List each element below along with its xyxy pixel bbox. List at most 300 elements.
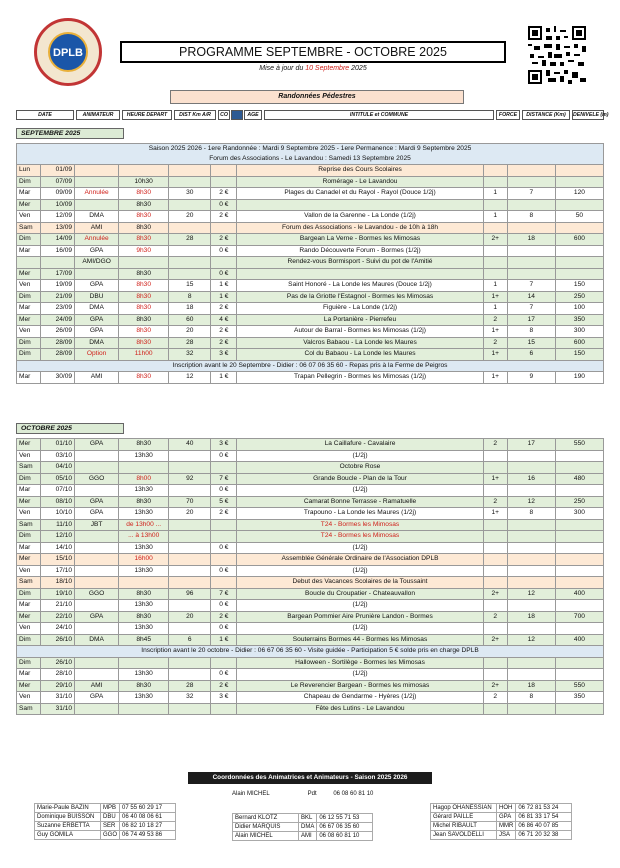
cell-force xyxy=(483,554,507,566)
cell-force: 2 xyxy=(483,439,507,451)
contact-phone: 06 67 06 35 60 xyxy=(317,823,373,832)
contact-code: AMI xyxy=(299,832,317,841)
column-headers xyxy=(16,110,609,120)
cell-intitule: Rendez-vous Bormisport - Suivi du pot de l'Amitié xyxy=(237,257,483,269)
cell-intitule: Reprise des Cours Scolaires xyxy=(237,165,483,177)
cell-contribution: 0 € xyxy=(211,485,237,497)
cell-intitule: (1/2j) xyxy=(237,669,483,681)
cell-dist: 92 xyxy=(169,473,211,485)
month-october: OCTOBRE 2025 xyxy=(16,423,124,434)
cell-contribution: 2 € xyxy=(211,326,237,338)
cell-denivele: 120 xyxy=(555,188,603,200)
cell-date: 26/10 xyxy=(41,657,75,669)
cell-intitule: Autour de Barral - Bormes les Mimosas (1/2j) xyxy=(237,326,483,338)
cell-date: 13/09 xyxy=(41,222,75,234)
cell-day: Mar xyxy=(17,600,41,612)
cell-heure: 13h30 xyxy=(119,600,169,612)
cell-contribution: 7 € xyxy=(211,588,237,600)
cell-heure xyxy=(119,462,169,474)
cell-date: 21/09 xyxy=(41,291,75,303)
cell-intitule xyxy=(237,199,483,211)
contact-code: MMR xyxy=(497,822,516,831)
cell-date xyxy=(41,257,75,269)
cell-contribution: 2 € xyxy=(211,680,237,692)
header-date: DATE xyxy=(16,110,74,120)
cell-day: Ven xyxy=(17,211,41,223)
contact-code: GPA xyxy=(497,813,516,822)
info-row xyxy=(17,646,604,658)
cell-animateur xyxy=(75,165,119,177)
cell-dist: 40 xyxy=(169,439,211,451)
cell-heure: 13h30 xyxy=(119,450,169,462)
cell-denivele xyxy=(555,165,603,177)
cell-contribution: 0 € xyxy=(211,245,237,257)
cell-denivele xyxy=(555,462,603,474)
table-row xyxy=(17,303,604,315)
cell-denivele xyxy=(555,657,603,669)
table-row xyxy=(17,349,604,361)
cell-animateur: AMI xyxy=(75,222,119,234)
cell-distance xyxy=(507,257,555,269)
cell-day: Dim xyxy=(17,337,41,349)
cell-force: 1+ xyxy=(483,508,507,520)
cell-contribution: 2 € xyxy=(211,508,237,520)
table-row xyxy=(17,211,604,223)
cell-contribution: 2 € xyxy=(211,188,237,200)
cell-date: 07/10 xyxy=(41,485,75,497)
cell-force xyxy=(483,519,507,531)
cell-heure: 8h30 xyxy=(119,291,169,303)
cell-denivele xyxy=(555,531,603,543)
table-row xyxy=(17,600,604,612)
cell-animateur: AMI xyxy=(75,680,119,692)
cell-distance xyxy=(507,565,555,577)
cell-distance: 6 xyxy=(507,349,555,361)
cell-contribution: 1 € xyxy=(211,291,237,303)
cell-dist xyxy=(169,245,211,257)
cell-animateur xyxy=(75,199,119,211)
table-row xyxy=(17,462,604,474)
cell-dist xyxy=(169,176,211,188)
cell-denivele: 480 xyxy=(555,473,603,485)
cell-date: 28/09 xyxy=(41,337,75,349)
cell-day: Sam xyxy=(17,703,41,715)
cell-heure: 13h30 xyxy=(119,669,169,681)
contact-phone: 06 12 55 71 53 xyxy=(317,814,373,823)
cell-animateur xyxy=(75,176,119,188)
cell-heure: 8h30 xyxy=(119,439,169,451)
cell-date: 28/09 xyxy=(41,349,75,361)
cell-day: Ven xyxy=(17,280,41,292)
president-phone: 06 08 60 81 10 xyxy=(333,791,374,797)
cell-animateur xyxy=(75,657,119,669)
cell-contribution: 3 € xyxy=(211,439,237,451)
cell-contribution: 2 € xyxy=(211,337,237,349)
cell-force: 2 xyxy=(483,337,507,349)
cell-date: 11/10 xyxy=(41,519,75,531)
cell-denivele: 300 xyxy=(555,508,603,520)
cell-force xyxy=(483,657,507,669)
cell-contribution: 2 € xyxy=(211,303,237,315)
update-date: 10 Septembre xyxy=(305,65,350,72)
cell-denivele xyxy=(555,565,603,577)
cell-day: Mar xyxy=(17,485,41,497)
cell-date: 21/10 xyxy=(41,600,75,612)
cell-animateur xyxy=(75,268,119,280)
cell-animateur: DMA xyxy=(75,634,119,646)
cell-contribution: 3 € xyxy=(211,349,237,361)
cell-date: 10/09 xyxy=(41,199,75,211)
cell-contribution: 3 € xyxy=(211,692,237,704)
cell-distance xyxy=(507,462,555,474)
president-code: Pdt xyxy=(307,791,317,797)
cell-distance: 18 xyxy=(507,234,555,246)
table-row xyxy=(17,291,604,303)
cell-denivele: 600 xyxy=(555,337,603,349)
cell-force xyxy=(483,245,507,257)
cell-dist xyxy=(169,519,211,531)
cell-dist xyxy=(169,531,211,543)
cell-dist xyxy=(169,600,211,612)
cell-day: Dim xyxy=(17,634,41,646)
cell-heure: 13h30 xyxy=(119,508,169,520)
table-row xyxy=(17,485,604,497)
cell-animateur xyxy=(75,577,119,589)
cell-denivele: 400 xyxy=(555,634,603,646)
president-name: Alain MICHEL xyxy=(232,791,270,797)
table-row xyxy=(17,234,604,246)
cell-animateur: Option xyxy=(75,349,119,361)
cell-distance xyxy=(507,542,555,554)
cell-day: Mer xyxy=(17,611,41,623)
cell-contribution: 1 € xyxy=(211,634,237,646)
cell-contribution: 0 € xyxy=(211,199,237,211)
cell-day: Ven xyxy=(17,508,41,520)
cell-date: 29/10 xyxy=(41,680,75,692)
cell-dist xyxy=(169,268,211,280)
cell-day: Lun xyxy=(17,165,41,177)
header-age: AGE xyxy=(244,110,262,120)
cell-intitule: (1/2j) xyxy=(237,542,483,554)
cell-dist: 20 xyxy=(169,326,211,338)
cell-heure: 13h30 xyxy=(119,542,169,554)
cell-contribution: 4 € xyxy=(211,314,237,326)
cell-animateur: GPA xyxy=(75,280,119,292)
cell-heure xyxy=(119,165,169,177)
cell-heure xyxy=(119,577,169,589)
table-row xyxy=(17,473,604,485)
cell-heure: 8h30 xyxy=(119,222,169,234)
cell-heure: 8h30 xyxy=(119,268,169,280)
cell-intitule: Rando Découverte Forum - Bormes (1/2j) xyxy=(237,245,483,257)
cell-dist xyxy=(169,703,211,715)
cell-date: 26/09 xyxy=(41,326,75,338)
cell-dist: 20 xyxy=(169,211,211,223)
cell-force: 2 xyxy=(483,692,507,704)
cell-force: 2+ xyxy=(483,634,507,646)
cell-animateur: DMA xyxy=(75,303,119,315)
cell-date: 26/10 xyxy=(41,634,75,646)
cell-distance xyxy=(507,450,555,462)
cell-intitule: (1/2j) xyxy=(237,485,483,497)
cell-denivele: 550 xyxy=(555,439,603,451)
qr-code-icon xyxy=(528,26,586,84)
cell-dist: 20 xyxy=(169,611,211,623)
cell-distance xyxy=(507,176,555,188)
cell-distance: 16 xyxy=(507,473,555,485)
contact-name: Guy GOMILA xyxy=(35,831,101,840)
cell-day: Dim xyxy=(17,588,41,600)
table-row xyxy=(17,450,604,462)
header-dist: DIST Km A/R xyxy=(174,110,216,120)
cell-distance xyxy=(507,245,555,257)
cell-denivele: 250 xyxy=(555,291,603,303)
info-text xyxy=(17,144,604,165)
cell-animateur: GPA xyxy=(75,611,119,623)
cell-dist xyxy=(169,199,211,211)
cell-intitule: Halloween - Sortilège - Bormes les Mimosas xyxy=(237,657,483,669)
table-row xyxy=(17,280,604,292)
cell-force xyxy=(483,199,507,211)
cell-distance: 12 xyxy=(507,496,555,508)
header-force: FORCE xyxy=(496,110,520,120)
cell-dist xyxy=(169,623,211,635)
header-heure: HEURE DEPART xyxy=(122,110,172,120)
info-row xyxy=(17,360,604,372)
cell-dist: 28 xyxy=(169,680,211,692)
cell-heure: 8h30 xyxy=(119,314,169,326)
cell-day: Mer xyxy=(17,496,41,508)
table-row xyxy=(17,199,604,211)
cell-date: 24/09 xyxy=(41,314,75,326)
cell-force xyxy=(483,531,507,543)
cell-distance xyxy=(507,519,555,531)
cell-force xyxy=(483,268,507,280)
cell-denivele: 300 xyxy=(555,326,603,338)
contact-row xyxy=(431,831,572,840)
cell-contribution xyxy=(211,531,237,543)
cell-heure xyxy=(119,657,169,669)
contacts-left xyxy=(34,803,176,840)
update-prefix: Mise à jour du xyxy=(259,65,304,72)
cell-day: Mer xyxy=(17,680,41,692)
cell-date: 17/10 xyxy=(41,565,75,577)
cell-date: 03/10 xyxy=(41,450,75,462)
cell-dist: 12 xyxy=(169,372,211,384)
contact-phone: 06 86 40 07 85 xyxy=(516,822,572,831)
cell-heure: 8h30 xyxy=(119,188,169,200)
cell-date: 19/09 xyxy=(41,280,75,292)
cell-denivele: 600 xyxy=(555,234,603,246)
cell-heure: 8h30 xyxy=(119,496,169,508)
table-row xyxy=(17,165,604,177)
cell-animateur: GPA xyxy=(75,508,119,520)
info-line: Inscription avant le 20 Septembre - Didier : 06 07 06 35 60 - Repas pris à la Ferme de Peigros xyxy=(172,361,448,369)
cell-animateur xyxy=(75,623,119,635)
cell-denivele xyxy=(555,577,603,589)
cell-animateur: GPA xyxy=(75,326,119,338)
cell-dist: 15 xyxy=(169,280,211,292)
table-row xyxy=(17,245,604,257)
cell-intitule: Chapeau de Gendarme - Hyères (1/2j) xyxy=(237,692,483,704)
contact-code: JSA xyxy=(497,831,516,840)
cell-day: Dim xyxy=(17,657,41,669)
cell-date: 19/10 xyxy=(41,588,75,600)
contact-row xyxy=(35,831,176,840)
cell-dist xyxy=(169,554,211,566)
cell-heure: 8h30 xyxy=(119,326,169,338)
cell-day: Ven xyxy=(17,692,41,704)
cell-intitule: Trapan Pellegrin - Bormes les Mimosas (1/2j) xyxy=(237,372,483,384)
cell-date: 18/10 xyxy=(41,577,75,589)
month-september: SEPTEMBRE 2025 xyxy=(16,128,124,139)
table-row xyxy=(17,519,604,531)
cell-day: Dim xyxy=(17,531,41,543)
cell-dist xyxy=(169,485,211,497)
cell-animateur xyxy=(75,531,119,543)
cell-force: 2 xyxy=(483,496,507,508)
cell-animateur: DMA xyxy=(75,337,119,349)
cell-distance: 8 xyxy=(507,692,555,704)
cell-distance: 7 xyxy=(507,303,555,315)
table-row xyxy=(17,542,604,554)
cell-force: 1+ xyxy=(483,372,507,384)
cell-intitule: Forum des Associations - le Lavandou - de 10h à 18h xyxy=(237,222,483,234)
cell-heure: de 13h00 ... xyxy=(119,519,169,531)
cell-force: 1 xyxy=(483,188,507,200)
cell-contribution: 7 € xyxy=(211,473,237,485)
cell-distance xyxy=(507,623,555,635)
cell-distance xyxy=(507,531,555,543)
cell-distance: 18 xyxy=(507,680,555,692)
cell-animateur: DMA xyxy=(75,211,119,223)
cell-date: 30/09 xyxy=(41,372,75,384)
cell-intitule: Trapouno - La Londe les Maures (1/2j) xyxy=(237,508,483,520)
cell-force: 2+ xyxy=(483,234,507,246)
cell-dist: 96 xyxy=(169,588,211,600)
info-line: Saison 2025 2026 - 1ere Randonnée : Mardi 9 Septembre 2025 - 1ere Permanence : Mardi 9 Septembre 2025 xyxy=(148,145,472,152)
contact-name: Suzanne ERBETTA xyxy=(35,822,101,831)
cell-force xyxy=(483,669,507,681)
cell-contribution: 0 € xyxy=(211,669,237,681)
cell-animateur: GGO xyxy=(75,588,119,600)
cell-animateur xyxy=(75,485,119,497)
cell-date: 12/09 xyxy=(41,211,75,223)
cell-denivele xyxy=(555,669,603,681)
cell-intitule: La Caillafure - Cavalaire xyxy=(237,439,483,451)
cell-denivele xyxy=(555,257,603,269)
cell-distance: 17 xyxy=(507,314,555,326)
contact-name: Michel RIBAULT xyxy=(431,822,497,831)
cell-animateur: GGO xyxy=(75,473,119,485)
contact-phone: 06 40 08 06 61 xyxy=(120,813,176,822)
contact-code: GGO xyxy=(101,831,120,840)
cell-force: 1+ xyxy=(483,473,507,485)
cell-day: Mar xyxy=(17,303,41,315)
cell-contribution: 1 € xyxy=(211,372,237,384)
cell-day: Dim xyxy=(17,176,41,188)
cell-heure: 8h30 xyxy=(119,211,169,223)
cell-contribution xyxy=(211,577,237,589)
cell-intitule: T24 - Bormes les Mimosas xyxy=(237,519,483,531)
cell-dist xyxy=(169,462,211,474)
cell-animateur xyxy=(75,450,119,462)
cell-heure: 13h30 xyxy=(119,623,169,635)
cell-distance xyxy=(507,600,555,612)
cell-force xyxy=(483,542,507,554)
cell-day: Sam xyxy=(17,462,41,474)
table-row xyxy=(17,565,604,577)
section-label: Randonnées Pédestres xyxy=(170,90,464,104)
header-distance: DISTANCE (Km) xyxy=(522,110,570,120)
cell-dist xyxy=(169,577,211,589)
cell-heure xyxy=(119,703,169,715)
contact-row xyxy=(431,822,572,831)
cell-date: 15/10 xyxy=(41,554,75,566)
cell-day: Dim xyxy=(17,473,41,485)
cell-intitule: Assemblée Générale Ordinaire de l'Association DPLB xyxy=(237,554,483,566)
cell-day: Dim xyxy=(17,349,41,361)
cell-dist: 30 xyxy=(169,188,211,200)
header-co: CO xyxy=(218,110,230,120)
table-row xyxy=(17,326,604,338)
cell-date: 31/10 xyxy=(41,703,75,715)
cell-denivele: 550 xyxy=(555,680,603,692)
cell-day: Mer xyxy=(17,268,41,280)
cell-denivele xyxy=(555,485,603,497)
cell-heure: 13h30 xyxy=(119,485,169,497)
contact-code: DMA xyxy=(299,823,317,832)
cell-intitule xyxy=(237,268,483,280)
table-row xyxy=(17,680,604,692)
cell-denivele xyxy=(555,199,603,211)
cell-day: Mer xyxy=(17,554,41,566)
cell-distance: 8 xyxy=(507,508,555,520)
cell-heure: 8h30 xyxy=(119,280,169,292)
cell-distance: 9 xyxy=(507,372,555,384)
logo-text: DPLB xyxy=(53,47,83,59)
contact-phone: 06 74 49 53 86 xyxy=(120,831,176,840)
cell-contribution: 0 € xyxy=(211,565,237,577)
cell-force xyxy=(483,462,507,474)
cell-force xyxy=(483,703,507,715)
cell-animateur: AMI/DGO xyxy=(75,257,119,269)
cell-date: 14/09 xyxy=(41,234,75,246)
cell-animateur xyxy=(75,600,119,612)
cell-intitule: Vallon de la Garenne - La Londe (1/2j) xyxy=(237,211,483,223)
cell-dist: 32 xyxy=(169,692,211,704)
cell-intitule: Fête des Lutins - Le Lavandou xyxy=(237,703,483,715)
cell-animateur: JBT xyxy=(75,519,119,531)
cell-denivele xyxy=(555,554,603,566)
cell-distance xyxy=(507,222,555,234)
cell-animateur: GPA xyxy=(75,314,119,326)
cell-animateur xyxy=(75,703,119,715)
cell-intitule: T24 - Bormes les Mimosas xyxy=(237,531,483,543)
cell-denivele xyxy=(555,519,603,531)
contact-row xyxy=(431,813,572,822)
cell-contribution xyxy=(211,462,237,474)
cell-force xyxy=(483,485,507,497)
cell-intitule: Romérage - Le Lavandou xyxy=(237,176,483,188)
update-line xyxy=(120,65,506,72)
cell-heure: 8h30 xyxy=(119,234,169,246)
contact-name: Jean SAVOLDELLI xyxy=(431,831,497,840)
cell-distance: 7 xyxy=(507,188,555,200)
car-icon xyxy=(231,110,243,120)
cell-day: Ven xyxy=(17,450,41,462)
table-row xyxy=(17,577,604,589)
